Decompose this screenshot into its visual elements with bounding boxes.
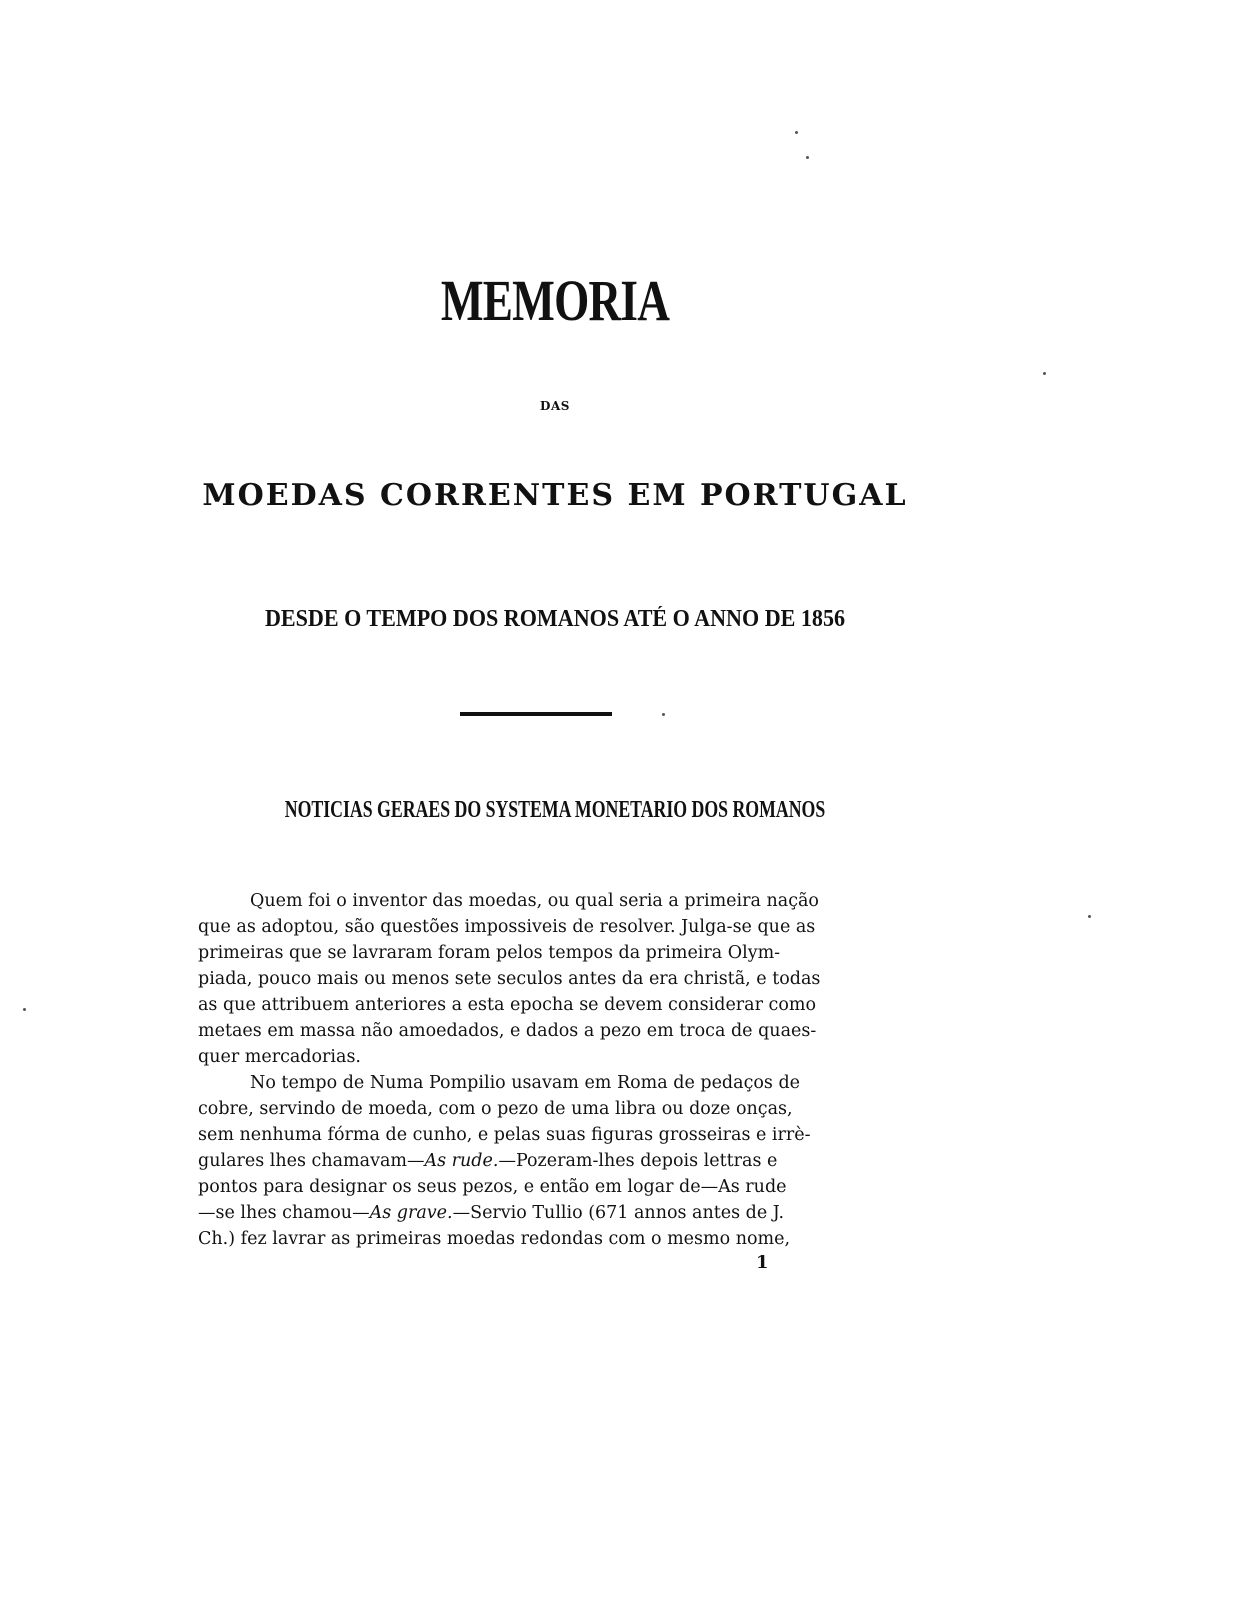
paragraph-line	[198, 1070, 874, 1096]
line-text: No tempo de Numa Pompilio usavam em Roma de pedaços de	[250, 1073, 801, 1093]
latin-term: As rude.	[424, 1151, 499, 1171]
paragraph-line	[198, 966, 874, 992]
line-text: sem nenhuma fórma de cunho, e pelas suas figuras grosseiras e irrè-	[198, 1125, 811, 1145]
print-speck	[806, 156, 809, 159]
paragraph-line	[198, 1018, 874, 1044]
book-title: MEMORIA	[440, 268, 670, 333]
paragraph-line	[198, 1096, 874, 1122]
line-text: Quem foi o inventor das moedas, ou qual seria a primeira nação	[250, 891, 819, 911]
print-speck	[23, 1008, 26, 1011]
paragraph-line	[198, 1044, 874, 1070]
paragraph-line	[198, 1200, 874, 1226]
line-segment: gulares lhes chamavam—	[198, 1151, 425, 1171]
title-connector: DAS	[540, 399, 570, 413]
divider-rule	[460, 712, 612, 716]
line-text: piada, pouco mais ou menos sete seculos antes da era christã, e todas	[198, 969, 821, 989]
paragraph-line	[198, 914, 874, 940]
print-speck	[795, 131, 798, 134]
print-speck	[1043, 372, 1046, 375]
line-text: Ch.) fez lavrar as primeiras moedas redondas com o mesmo nome,	[198, 1229, 791, 1249]
line-text: as que attribuem anteriores a esta epocha se devem considerar como	[198, 995, 816, 1015]
print-speck	[662, 713, 665, 716]
paragraph-line	[198, 1226, 874, 1252]
line-text	[198, 1148, 777, 1174]
line-text: cobre, servindo de moeda, com o pezo de uma libra ou doze onças,	[198, 1099, 793, 1119]
book-subtitle-dates: DESDE O TEMPO DOS ROMANOS ATÉ O ANNO DE 1856	[264, 606, 846, 632]
paragraph-line	[198, 888, 874, 914]
paragraph-line	[198, 1174, 874, 1200]
paragraph-line	[198, 1122, 874, 1148]
line-text: quer mercadorias.	[198, 1047, 361, 1067]
paragraph-line	[198, 992, 874, 1018]
print-speck	[1088, 915, 1091, 918]
line-text: que as adoptou, são questões impossiveis de resolver. Julga-se que as	[198, 917, 816, 937]
latin-term: As grave.	[369, 1203, 453, 1223]
line-text: primeiras que se lavraram foram pelos tempos da primeira Olym-	[198, 943, 781, 963]
line-text: metaes em massa não amoedados, e dados a pezo em troca de quaes-	[198, 1021, 817, 1041]
book-subtitle: MOEDAS CORRENTES EM PORTUGAL	[202, 478, 908, 513]
line-text	[198, 1200, 784, 1226]
line-segment: —se lhes chamou—	[198, 1203, 370, 1223]
line-segment: —Pozeram-lhes depois lettras e	[498, 1151, 778, 1171]
page-number: 1	[756, 1252, 769, 1273]
line-segment: —Servio Tullio (671 annos antes de J.	[452, 1203, 785, 1223]
paragraph-line	[198, 1148, 874, 1174]
line-text: pontos para designar os seus pezos, e então em logar de—As rude	[198, 1177, 787, 1197]
body-text	[198, 888, 874, 1252]
section-heading: NOTICIAS GERAES DO SYSTEMA MONETARIO DOS ROMANOS	[284, 797, 826, 823]
paragraph-line	[198, 940, 874, 966]
